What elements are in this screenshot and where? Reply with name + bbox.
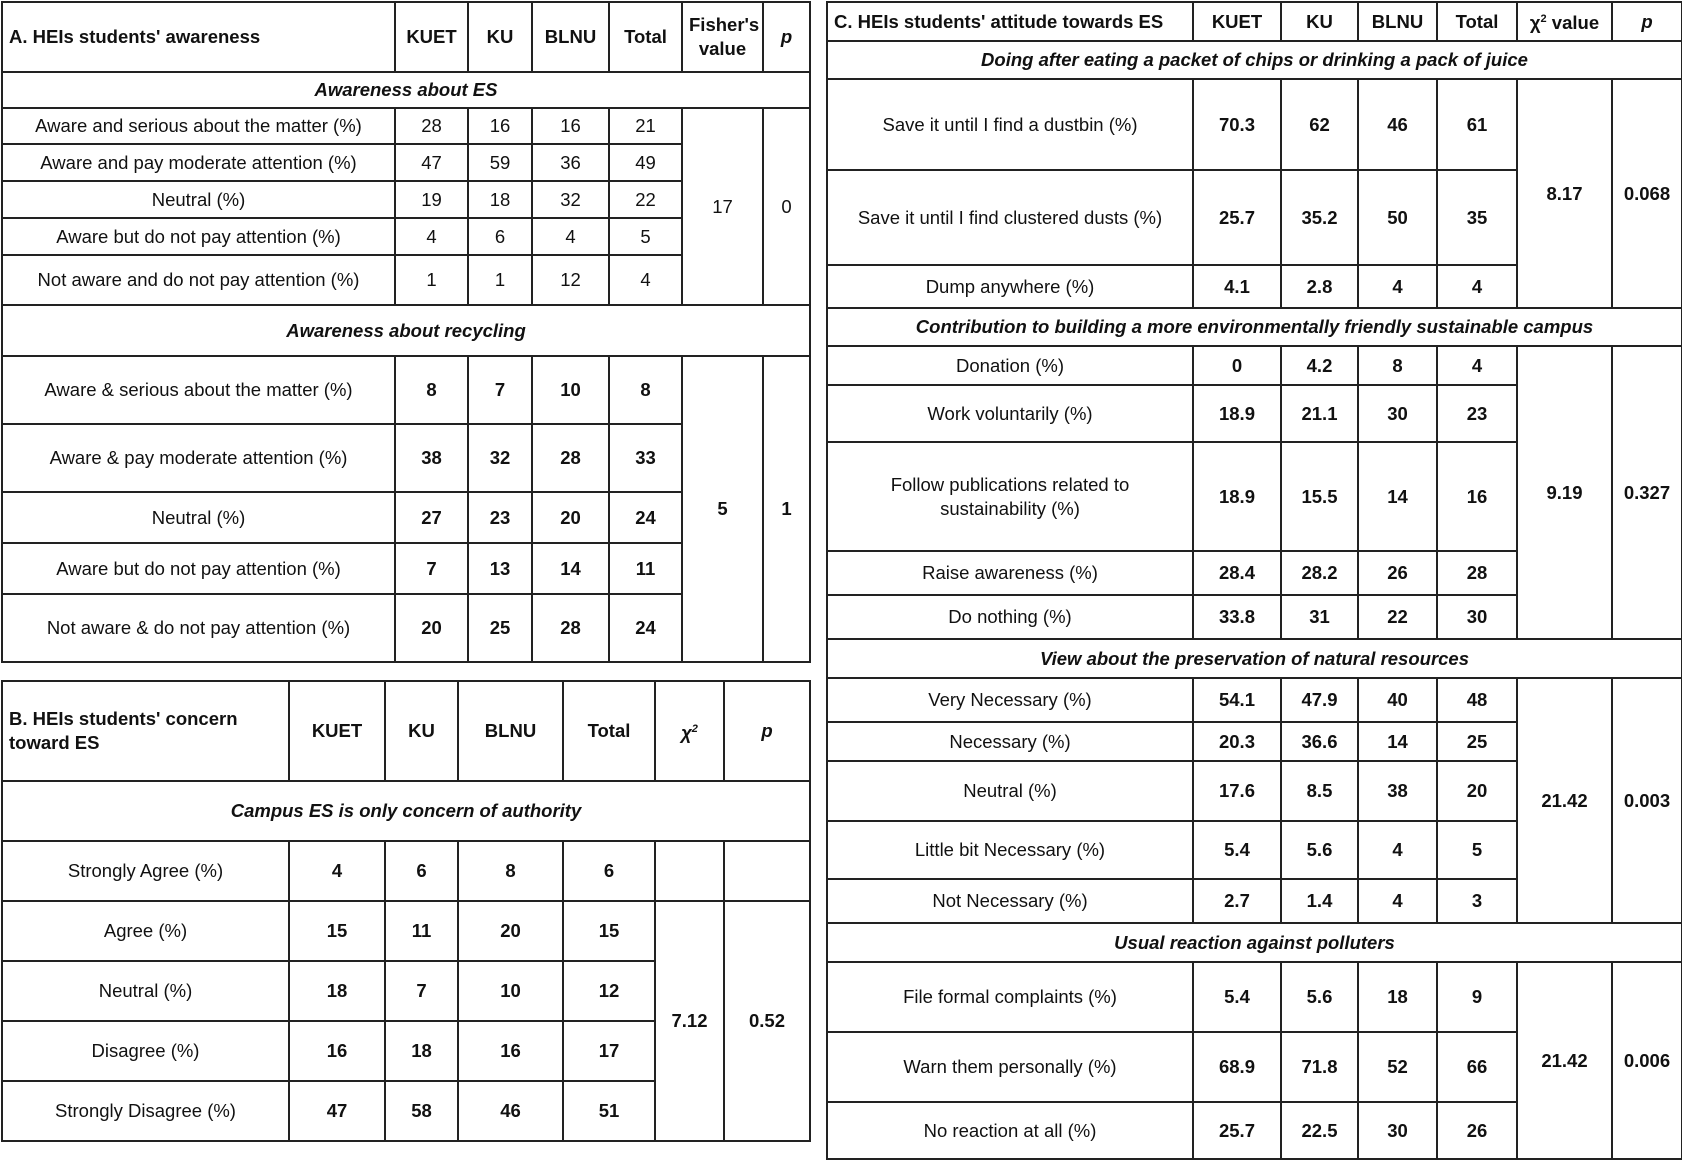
cell-value: 6 <box>385 841 458 901</box>
table-a <box>1 1 811 663</box>
cell-value: 11 <box>385 901 458 961</box>
col-header-fisher: Fisher's value <box>682 2 763 72</box>
cell-value: 13 <box>468 543 532 594</box>
cell-value: 23 <box>1437 385 1517 442</box>
col-header-chi-square-value <box>1517 2 1612 41</box>
row-label: Strongly Agree (%) <box>2 841 289 901</box>
section-title: Doing after eating a packet of chips or drinking a pack of juice <box>827 41 1682 79</box>
cell-value: 20 <box>395 594 468 662</box>
cell-value: 4 <box>1358 265 1437 308</box>
cell-value: 16 <box>532 108 609 144</box>
row-label: Neutral (%) <box>827 761 1193 821</box>
cell-value: 36 <box>532 144 609 181</box>
cell-value: 14 <box>1358 722 1437 761</box>
cell-value: 16 <box>458 1021 563 1081</box>
row-label: Do nothing (%) <box>827 595 1193 639</box>
section-title: Contribution to building a more environmentally friendly sustainable campus <box>827 308 1682 346</box>
cell-value: 4 <box>1437 265 1517 308</box>
row-label: Save it until I find clustered dusts (%) <box>827 170 1193 265</box>
cell-value: 5 <box>1437 821 1517 879</box>
p-value: 0.52 <box>724 901 810 1141</box>
cell-value: 20 <box>532 492 609 543</box>
row-label: Not Necessary (%) <box>827 879 1193 923</box>
cell-value: 61 <box>1437 79 1517 170</box>
cell-value: 7 <box>468 356 532 424</box>
cell-value: 36.6 <box>1281 722 1358 761</box>
cell-value: 47.9 <box>1281 678 1358 722</box>
row-label: Very Necessary (%) <box>827 678 1193 722</box>
cell-value: 52 <box>1358 1032 1437 1102</box>
cell-value: 26 <box>1358 551 1437 595</box>
stat-value: 7.12 <box>655 901 724 1141</box>
stat-value: 21.42 <box>1517 962 1612 1159</box>
empty-cell <box>724 841 810 901</box>
cell-value: 6 <box>468 218 532 255</box>
cell-value: 10 <box>532 356 609 424</box>
cell-value: 8 <box>395 356 468 424</box>
cell-value: 16 <box>468 108 532 144</box>
cell-value: 5.4 <box>1193 821 1281 879</box>
cell-value: 3 <box>1437 879 1517 923</box>
cell-value: 20.3 <box>1193 722 1281 761</box>
row-label: Work voluntarily (%) <box>827 385 1193 442</box>
table-b <box>1 680 811 1142</box>
cell-value: 50 <box>1358 170 1437 265</box>
chi-value-label: value <box>1546 12 1600 34</box>
cell-value: 12 <box>563 961 655 1021</box>
cell-value: 66 <box>1437 1032 1517 1102</box>
col-header-ku: KU <box>1281 2 1358 41</box>
col-header-kuet: KUET <box>1193 2 1281 41</box>
row-label: Neutral (%) <box>2 181 395 218</box>
table-c <box>826 1 1682 1160</box>
p-value: 0.327 <box>1612 346 1682 639</box>
cell-value: 4 <box>609 255 682 305</box>
cell-value: 14 <box>1358 442 1437 551</box>
cell-value: 4 <box>1358 879 1437 923</box>
cell-value: 4.1 <box>1193 265 1281 308</box>
stat-value: 8.17 <box>1517 79 1612 308</box>
section-title: Awareness about ES <box>2 72 810 108</box>
cell-value: 5.4 <box>1193 962 1281 1032</box>
section-title: View about the preservation of natural resources <box>827 639 1682 678</box>
cell-value: 51 <box>563 1081 655 1141</box>
cell-value: 15.5 <box>1281 442 1358 551</box>
row-label: Aware and pay moderate attention (%) <box>2 144 395 181</box>
section-title: Campus ES is only concern of authority <box>2 781 810 841</box>
cell-value: 35.2 <box>1281 170 1358 265</box>
cell-value: 38 <box>395 424 468 492</box>
cell-value: 10 <box>458 961 563 1021</box>
cell-value: 46 <box>458 1081 563 1141</box>
cell-value: 62 <box>1281 79 1358 170</box>
table-b-title: B. HEIs students' concern toward ES <box>2 681 289 781</box>
cell-value: 4 <box>532 218 609 255</box>
cell-value: 7 <box>385 961 458 1021</box>
cell-value: 24 <box>609 594 682 662</box>
cell-value: 7 <box>395 543 468 594</box>
cell-value: 25.7 <box>1193 170 1281 265</box>
row-label: Aware & serious about the matter (%) <box>2 356 395 424</box>
cell-value: 59 <box>468 144 532 181</box>
cell-value: 5.6 <box>1281 821 1358 879</box>
row-label: Aware & pay moderate attention (%) <box>2 424 395 492</box>
chi-symbol: χ <box>1529 12 1541 34</box>
row-label: Save it until I find a dustbin (%) <box>827 79 1193 170</box>
row-label: Neutral (%) <box>2 961 289 1021</box>
row-label: Neutral (%) <box>2 492 395 543</box>
cell-value: 38 <box>1358 761 1437 821</box>
p-value: 0.068 <box>1612 79 1682 308</box>
cell-value: 2.7 <box>1193 879 1281 923</box>
cell-value: 47 <box>395 144 468 181</box>
row-label: Agree (%) <box>2 901 289 961</box>
col-header-kuet: KUET <box>395 2 468 72</box>
cell-value: 71.8 <box>1281 1032 1358 1102</box>
cell-value: 18 <box>468 181 532 218</box>
cell-value: 26 <box>1437 1102 1517 1159</box>
p-value: 0.003 <box>1612 678 1682 923</box>
cell-value: 28 <box>532 594 609 662</box>
cell-value: 24 <box>609 492 682 543</box>
cell-value: 28.2 <box>1281 551 1358 595</box>
stat-value: 21.42 <box>1517 678 1612 923</box>
cell-value: 25.7 <box>1193 1102 1281 1159</box>
cell-value: 15 <box>289 901 385 961</box>
row-label: Not aware & do not pay attention (%) <box>2 594 395 662</box>
chi-symbol: χ <box>681 722 692 744</box>
table-a-title: A. HEIs students' awareness <box>2 2 395 72</box>
col-header-blnu: BLNU <box>532 2 609 72</box>
stat-value: 17 <box>682 108 763 305</box>
cell-value: 8 <box>1358 346 1437 385</box>
row-label: Aware and serious about the matter (%) <box>2 108 395 144</box>
cell-value: 22.5 <box>1281 1102 1358 1159</box>
empty-cell <box>655 841 724 901</box>
p-value: 0 <box>763 108 810 305</box>
stat-value: 9.19 <box>1517 346 1612 639</box>
cell-value: 11 <box>609 543 682 594</box>
cell-value: 18 <box>289 961 385 1021</box>
cell-value: 17.6 <box>1193 761 1281 821</box>
row-label: Necessary (%) <box>827 722 1193 761</box>
col-header-blnu: BLNU <box>458 681 563 781</box>
cell-value: 21 <box>609 108 682 144</box>
cell-value: 4 <box>1358 821 1437 879</box>
row-label: Not aware and do not pay attention (%) <box>2 255 395 305</box>
col-header-p: p <box>763 2 810 72</box>
col-header-ku: KU <box>385 681 458 781</box>
row-label: Strongly Disagree (%) <box>2 1081 289 1141</box>
row-label: Follow publications related to sustainability (%) <box>827 442 1193 551</box>
cell-value: 28 <box>532 424 609 492</box>
cell-value: 4 <box>289 841 385 901</box>
table-c-title: C. HEIs students' attitude towards ES <box>827 2 1193 41</box>
cell-value: 31 <box>1281 595 1358 639</box>
cell-value: 70.3 <box>1193 79 1281 170</box>
cell-value: 12 <box>532 255 609 305</box>
cell-value: 18.9 <box>1193 442 1281 551</box>
cell-value: 28 <box>1437 551 1517 595</box>
cell-value: 49 <box>609 144 682 181</box>
row-label: Disagree (%) <box>2 1021 289 1081</box>
cell-value: 15 <box>563 901 655 961</box>
row-label: Dump anywhere (%) <box>827 265 1193 308</box>
cell-value: 2.8 <box>1281 265 1358 308</box>
cell-value: 33 <box>609 424 682 492</box>
cell-value: 8 <box>458 841 563 901</box>
chi-superscript: 2 <box>691 722 698 735</box>
cell-value: 30 <box>1358 385 1437 442</box>
cell-value: 4.2 <box>1281 346 1358 385</box>
cell-value: 16 <box>289 1021 385 1081</box>
p-value: 0.006 <box>1612 962 1682 1159</box>
cell-value: 28 <box>395 108 468 144</box>
col-header-p: p <box>1612 2 1682 41</box>
cell-value: 18 <box>385 1021 458 1081</box>
stat-value: 5 <box>682 356 763 662</box>
cell-value: 33.8 <box>1193 595 1281 639</box>
cell-value: 27 <box>395 492 468 543</box>
cell-value: 25 <box>468 594 532 662</box>
cell-value: 1.4 <box>1281 879 1358 923</box>
cell-value: 20 <box>458 901 563 961</box>
cell-value: 28.4 <box>1193 551 1281 595</box>
cell-value: 18 <box>1358 962 1437 1032</box>
cell-value: 54.1 <box>1193 678 1281 722</box>
cell-value: 9 <box>1437 962 1517 1032</box>
col-header-total: Total <box>1437 2 1517 41</box>
row-label: Donation (%) <box>827 346 1193 385</box>
cell-value: 40 <box>1358 678 1437 722</box>
col-header-kuet: KUET <box>289 681 385 781</box>
cell-value: 32 <box>532 181 609 218</box>
p-value: 1 <box>763 356 810 662</box>
cell-value: 4 <box>1437 346 1517 385</box>
cell-value: 20 <box>1437 761 1517 821</box>
section-title: Usual reaction against polluters <box>827 923 1682 962</box>
row-label: Warn them personally (%) <box>827 1032 1193 1102</box>
cell-value: 18.9 <box>1193 385 1281 442</box>
cell-value: 19 <box>395 181 468 218</box>
cell-value: 23 <box>468 492 532 543</box>
chi-superscript: 2 <box>1540 13 1547 26</box>
cell-value: 4 <box>395 218 468 255</box>
cell-value: 16 <box>1437 442 1517 551</box>
cell-value: 1 <box>395 255 468 305</box>
cell-value: 47 <box>289 1081 385 1141</box>
cell-value: 30 <box>1358 1102 1437 1159</box>
cell-value: 17 <box>563 1021 655 1081</box>
cell-value: 68.9 <box>1193 1032 1281 1102</box>
cell-value: 8 <box>609 356 682 424</box>
cell-value: 14 <box>532 543 609 594</box>
cell-value: 35 <box>1437 170 1517 265</box>
col-header-total: Total <box>563 681 655 781</box>
col-header-ku: KU <box>468 2 532 72</box>
row-label: No reaction at all (%) <box>827 1102 1193 1159</box>
cell-value: 21.1 <box>1281 385 1358 442</box>
cell-value: 6 <box>563 841 655 901</box>
cell-value: 5 <box>609 218 682 255</box>
cell-value: 22 <box>1358 595 1437 639</box>
col-header-p: p <box>724 681 810 781</box>
row-label: File formal complaints (%) <box>827 962 1193 1032</box>
row-label: Aware but do not pay attention (%) <box>2 218 395 255</box>
cell-value: 8.5 <box>1281 761 1358 821</box>
col-header-chi-square <box>655 681 724 781</box>
row-label: Aware but do not pay attention (%) <box>2 543 395 594</box>
cell-value: 30 <box>1437 595 1517 639</box>
cell-value: 22 <box>609 181 682 218</box>
cell-value: 1 <box>468 255 532 305</box>
row-label: Raise awareness (%) <box>827 551 1193 595</box>
col-header-total: Total <box>609 2 682 72</box>
cell-value: 0 <box>1193 346 1281 385</box>
cell-value: 46 <box>1358 79 1437 170</box>
cell-value: 58 <box>385 1081 458 1141</box>
col-header-blnu: BLNU <box>1358 2 1437 41</box>
cell-value: 32 <box>468 424 532 492</box>
cell-value: 48 <box>1437 678 1517 722</box>
row-label: Little bit Necessary (%) <box>827 821 1193 879</box>
cell-value: 25 <box>1437 722 1517 761</box>
cell-value: 5.6 <box>1281 962 1358 1032</box>
section-title: Awareness about recycling <box>2 305 810 356</box>
